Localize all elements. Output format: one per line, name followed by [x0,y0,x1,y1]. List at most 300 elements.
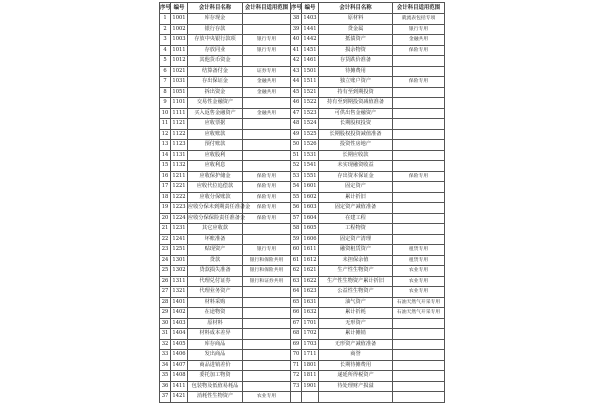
left-scope-cell [243,329,291,340]
table-row [160,255,445,266]
right-name-cell: 固定资产减值准备 [319,203,393,214]
right-scope-cell [393,381,445,392]
right-scope-cell [393,339,445,350]
right-code-cell: 1631 [302,297,319,308]
header-seq: 序号 [160,3,171,14]
right-name-cell [319,392,393,403]
left-name-cell: 其它应收款 [188,224,243,235]
right-name-cell: 存出资本保证金 [319,171,393,182]
right-seq-cell [291,392,302,403]
right-scope-cell [393,66,445,77]
table-row [160,171,445,182]
table-row [160,308,445,319]
left-seq-cell: 9 [160,98,171,109]
left-scope-cell [243,287,291,298]
right-code-cell: 1711 [302,350,319,361]
right-name-cell: 累计摊销 [319,329,393,340]
left-seq-cell: 20 [160,213,171,224]
left-name-cell: 贷款损失准备 [188,266,243,277]
table-row [160,56,445,67]
left-scope-cell [243,129,291,140]
left-name-cell: 消耗性生物资产 [188,392,243,403]
table-row [160,108,445,119]
left-name-cell: 买入返售金融资产 [188,108,243,119]
right-name-cell: 持有至到期投资减值准备 [319,98,393,109]
right-code-cell: 1403 [302,14,319,25]
left-name-cell: 应收分保未到期责任准备金 [188,203,243,214]
right-seq-cell: 53 [291,171,302,182]
table-row [160,276,445,287]
left-code-cell: 1132 [171,161,188,172]
table-row [160,371,445,382]
left-seq-cell: 2 [160,24,171,35]
right-scope-cell [393,192,445,203]
left-seq-cell: 8 [160,87,171,98]
left-scope-cell: 证券专用 [243,66,291,77]
right-seq-cell: 49 [291,129,302,140]
right-seq-cell: 45 [291,87,302,98]
right-code-cell: 1521 [302,87,319,98]
right-name-cell: 抵债资产 [319,35,393,46]
right-name-cell: 工程物资 [319,224,393,235]
table-row [160,161,445,172]
left-name-cell: 其他货币资金 [188,56,243,67]
right-name-cell: 生产性生物资产 [319,266,393,277]
right-seq-cell: 59 [291,234,302,245]
left-seq-cell: 12 [160,129,171,140]
header-code-right: 编号 [302,3,319,14]
left-code-cell: 1251 [171,245,188,256]
right-scope-cell: 金融共用 [393,35,445,46]
right-seq-cell: 44 [291,77,302,88]
right-seq-cell: 68 [291,329,302,340]
right-scope-cell: 石油天然气开采专用 [393,297,445,308]
right-name-cell: 原材料 [319,14,393,25]
right-seq-cell: 46 [291,98,302,109]
right-name-cell: 长期股权投资 [319,119,393,130]
left-name-cell: 贴现资产 [188,245,243,256]
right-scope-cell: 保险专用 [393,45,445,56]
table-row [160,119,445,130]
left-name-cell: 拆出资金 [188,87,243,98]
left-code-cell: 1031 [171,77,188,88]
left-scope-cell: 农业专用 [243,392,291,403]
left-scope-cell [243,360,291,371]
left-scope-cell: 金融共用 [243,77,291,88]
left-code-cell: 1222 [171,192,188,203]
left-code-cell: 1406 [171,350,188,361]
left-scope-cell [243,150,291,161]
left-seq-cell: 29 [160,308,171,319]
right-scope-cell [393,234,445,245]
right-code-cell: 1526 [302,140,319,151]
right-name-cell: 未担保余值 [319,255,393,266]
table-row [160,203,445,214]
left-scope-cell [243,350,291,361]
right-code-cell: 1501 [302,66,319,77]
left-seq-cell: 5 [160,56,171,67]
left-seq-cell: 36 [160,381,171,392]
table-row [160,66,445,77]
right-seq-cell: 67 [291,318,302,329]
table-row [160,150,445,161]
left-scope-cell [243,297,291,308]
right-scope-cell: 银行专用 [393,24,445,35]
left-name-cell: 包装物及低值易耗品 [188,381,243,392]
table-row [160,297,445,308]
right-code-cell: 1604 [302,213,319,224]
right-scope-cell: 农业专用 [393,276,445,287]
right-name-cell: 可供出售金融资产 [319,108,393,119]
header-code: 编号 [171,3,188,14]
right-code-cell: 1701 [302,318,319,329]
left-code-cell: 1111 [171,108,188,119]
right-code-cell: 1461 [302,56,319,67]
right-seq-cell: 43 [291,66,302,77]
table-row [160,245,445,256]
left-scope-cell: 金融共用 [243,87,291,98]
left-seq-cell: 34 [160,360,171,371]
right-code-cell: 1441 [302,24,319,35]
right-code-cell: 1602 [302,192,319,203]
right-scope-cell [393,87,445,98]
left-scope-cell [243,119,291,130]
right-seq-cell: 38 [291,14,302,25]
right-scope-cell: 农业专用 [393,266,445,277]
left-code-cell: 1402 [171,308,188,319]
left-code-cell: 1403 [171,318,188,329]
table-row [160,339,445,350]
right-seq-cell: 61 [291,255,302,266]
right-seq-cell: 73 [291,381,302,392]
left-code-cell: 1407 [171,360,188,371]
right-code-cell: 1621 [302,266,319,277]
right-seq-cell: 62 [291,266,302,277]
right-seq-cell: 41 [291,45,302,56]
right-seq-cell: 51 [291,150,302,161]
right-scope-cell: 保险专用 [393,171,445,182]
left-code-cell: 1408 [171,371,188,382]
right-scope-cell [393,56,445,67]
right-name-cell: 未实现融资收益 [319,161,393,172]
table-row [160,234,445,245]
left-code-cell: 1411 [171,381,188,392]
left-name-cell: 存放同业 [188,45,243,56]
right-scope-cell [393,161,445,172]
left-scope-cell: 银行和保险共用 [243,266,291,277]
right-scope-cell [393,203,445,214]
left-code-cell: 1231 [171,224,188,235]
right-name-cell: 固定资产清理 [319,234,393,245]
right-seq-cell: 40 [291,35,302,46]
left-code-cell: 1122 [171,129,188,140]
left-code-cell: 1241 [171,234,188,245]
right-name-cell: 累计折耗 [319,308,393,319]
table-row [160,98,445,109]
left-seq-cell: 37 [160,392,171,403]
right-code-cell: 1525 [302,129,319,140]
right-scope-cell [393,392,445,403]
header-scope: 会计科目适用范围 [243,3,291,14]
left-code-cell: 1302 [171,266,188,277]
right-seq-cell: 42 [291,56,302,67]
left-scope-cell [243,381,291,392]
right-name-cell: 待处理财产损溢 [319,381,393,392]
left-scope-cell [243,339,291,350]
left-seq-cell: 19 [160,203,171,214]
left-seq-cell: 4 [160,45,171,56]
left-scope-cell [243,161,291,172]
table-row [160,77,445,88]
right-code-cell: 1601 [302,182,319,193]
right-seq-cell: 65 [291,297,302,308]
left-seq-cell: 3 [160,35,171,46]
table-row [160,24,445,35]
left-name-cell: 委托加工物资 [188,371,243,382]
table-row [160,224,445,235]
right-seq-cell: 56 [291,203,302,214]
left-name-cell: 应收分保账款 [188,192,243,203]
left-code-cell: 1101 [171,98,188,109]
left-code-cell: 1123 [171,140,188,151]
left-scope-cell: 保险专用 [243,192,291,203]
table-row [160,87,445,98]
right-scope-cell [393,360,445,371]
left-scope-cell [243,224,291,235]
left-seq-cell: 15 [160,161,171,172]
right-name-cell: 生产性生物资产累计折旧 [319,276,393,287]
right-name-cell: 融资租赁资产 [319,245,393,256]
right-seq-cell: 60 [291,245,302,256]
right-code-cell: 1703 [302,339,319,350]
right-seq-cell: 54 [291,182,302,193]
left-seq-cell: 26 [160,276,171,287]
left-scope-cell: 保险专用 [243,213,291,224]
left-seq-cell: 27 [160,287,171,298]
right-seq-cell: 70 [291,350,302,361]
left-seq-cell: 25 [160,266,171,277]
header-row [160,3,445,14]
right-scope-cell: 租赁专用 [393,255,445,266]
left-seq-cell: 35 [160,371,171,382]
left-seq-cell: 17 [160,182,171,193]
right-scope-cell [393,182,445,193]
right-code-cell: 1511 [302,77,319,88]
right-scope-cell: 租赁专用 [393,245,445,256]
left-name-cell: 商品进销差价 [188,360,243,371]
right-code-cell: 1523 [302,108,319,119]
left-name-cell: 应收代位追偿款 [188,182,243,193]
left-seq-cell: 13 [160,140,171,151]
left-name-cell: 贷款 [188,255,243,266]
left-seq-cell: 28 [160,297,171,308]
left-code-cell: 1223 [171,203,188,214]
right-seq-cell: 69 [291,339,302,350]
left-seq-cell: 16 [160,171,171,182]
left-seq-cell: 24 [160,255,171,266]
left-seq-cell: 7 [160,77,171,88]
right-scope-cell: 石油天然气开采专用 [393,308,445,319]
right-seq-cell: 50 [291,140,302,151]
left-seq-cell: 33 [160,350,171,361]
right-seq-cell: 72 [291,371,302,382]
left-code-cell: 1011 [171,45,188,56]
table-row [160,350,445,361]
table-row [160,35,445,46]
left-name-cell: 存放中央银行款项 [188,35,243,46]
right-scope-cell [393,371,445,382]
right-code-cell: 1603 [302,203,319,214]
right-code-cell: 1524 [302,119,319,130]
right-name-cell: 长期待摊费用 [319,360,393,371]
header-seq-right: 序号 [291,3,302,14]
left-name-cell: 应收股利 [188,150,243,161]
left-code-cell: 1321 [171,287,188,298]
right-name-cell: 持有至到期投资 [319,87,393,98]
header-name: 会计科目名称 [188,3,243,14]
left-name-cell: 应收票据 [188,119,243,130]
left-scope-cell [243,140,291,151]
right-scope-cell [393,129,445,140]
left-scope-cell: 银行专用 [243,245,291,256]
table-row [160,140,445,151]
left-name-cell: 原材料 [188,318,243,329]
right-seq-cell: 52 [291,161,302,172]
left-code-cell: 1131 [171,150,188,161]
accounts-table-page [159,2,444,398]
right-scope-cell [393,108,445,119]
left-code-cell: 1001 [171,14,188,25]
accounts-table [159,2,445,403]
left-name-cell: 应收账款 [188,129,243,140]
right-code-cell: 1541 [302,161,319,172]
right-code-cell: 1451 [302,45,319,56]
right-name-cell: 公益性生物资产 [319,287,393,298]
right-scope-cell [393,224,445,235]
right-name-cell: 损余物资 [319,45,393,56]
table-row [160,392,445,403]
right-seq-cell: 47 [291,108,302,119]
left-name-cell: 代理兑付证券 [188,276,243,287]
table-row [160,14,445,25]
right-scope-cell [393,119,445,130]
left-code-cell: 1021 [171,66,188,77]
right-code-cell: 1702 [302,329,319,340]
left-scope-cell: 金融共用 [243,108,291,119]
left-scope-cell [243,14,291,25]
right-code-cell: 1622 [302,276,319,287]
right-name-cell: 在建工程 [319,213,393,224]
right-code-cell: 1632 [302,308,319,319]
left-name-cell: 存出保证金 [188,77,243,88]
table-row [160,213,445,224]
table-row [160,192,445,203]
right-name-cell: 贷金属 [319,24,393,35]
left-scope-cell: 银行专用 [243,45,291,56]
left-name-cell: 材料成本差异 [188,329,243,340]
left-scope-cell: 保险专用 [243,182,291,193]
left-name-cell: 材料采购 [188,297,243,308]
left-code-cell: 1121 [171,119,188,130]
right-code-cell: 1606 [302,234,319,245]
left-scope-cell: 保险专用 [243,171,291,182]
left-seq-cell: 23 [160,245,171,256]
right-seq-cell: 66 [291,308,302,319]
right-name-cell: 商誉 [319,350,393,361]
left-name-cell: 结算备付金 [188,66,243,77]
left-scope-cell [243,318,291,329]
table-row [160,266,445,277]
left-scope-cell [243,234,291,245]
left-name-cell: 应收分保保险责任准备金 [188,213,243,224]
right-seq-cell: 58 [291,224,302,235]
left-seq-cell: 30 [160,318,171,329]
right-code-cell: 1612 [302,255,319,266]
left-scope-cell [243,308,291,319]
right-seq-cell: 63 [291,276,302,287]
left-seq-cell: 10 [160,108,171,119]
left-code-cell: 1224 [171,213,188,224]
right-name-cell: 独立账户资产 [319,77,393,88]
left-seq-cell: 6 [160,66,171,77]
left-scope-cell [243,98,291,109]
right-seq-cell: 64 [291,287,302,298]
table-row [160,287,445,298]
right-name-cell: 油气资产 [319,297,393,308]
left-name-cell: 应收保护储金 [188,171,243,182]
left-code-cell: 1003 [171,35,188,46]
left-seq-cell: 14 [160,150,171,161]
left-scope-cell [243,56,291,67]
left-name-cell: 坏账准备 [188,234,243,245]
left-code-cell: 1002 [171,24,188,35]
right-scope-cell: 就流表包括专项 [393,14,445,25]
left-name-cell: 应收利息 [188,161,243,172]
left-scope-cell: 银行和保险共用 [243,255,291,266]
left-scope-cell [243,371,291,382]
table-body [160,14,445,403]
right-scope-cell [393,213,445,224]
table-row [160,182,445,193]
left-scope-cell: 保险专用 [243,203,291,214]
left-code-cell: 1405 [171,339,188,350]
right-scope-cell [393,350,445,361]
left-seq-cell: 1 [160,14,171,25]
left-name-cell: 银行存款 [188,24,243,35]
right-code-cell: 1623 [302,287,319,298]
left-name-cell: 代理业务资产 [188,287,243,298]
right-code-cell: 1811 [302,371,319,382]
left-code-cell: 1301 [171,255,188,266]
right-scope-cell: 保险专用 [393,77,445,88]
left-code-cell: 1311 [171,276,188,287]
left-code-cell: 1211 [171,171,188,182]
right-name-cell: 待摊费用 [319,66,393,77]
left-code-cell: 1421 [171,392,188,403]
right-scope-cell [393,98,445,109]
right-scope-cell [393,329,445,340]
left-name-cell: 库存商品 [188,339,243,350]
left-scope-cell [243,24,291,35]
right-scope-cell [393,140,445,151]
right-scope-cell [393,150,445,161]
right-scope-cell [393,318,445,329]
right-code-cell: 1531 [302,150,319,161]
left-seq-cell: 32 [160,339,171,350]
left-code-cell: 1404 [171,329,188,340]
right-code-cell: 1901 [302,381,319,392]
left-name-cell: 库存现金 [188,14,243,25]
